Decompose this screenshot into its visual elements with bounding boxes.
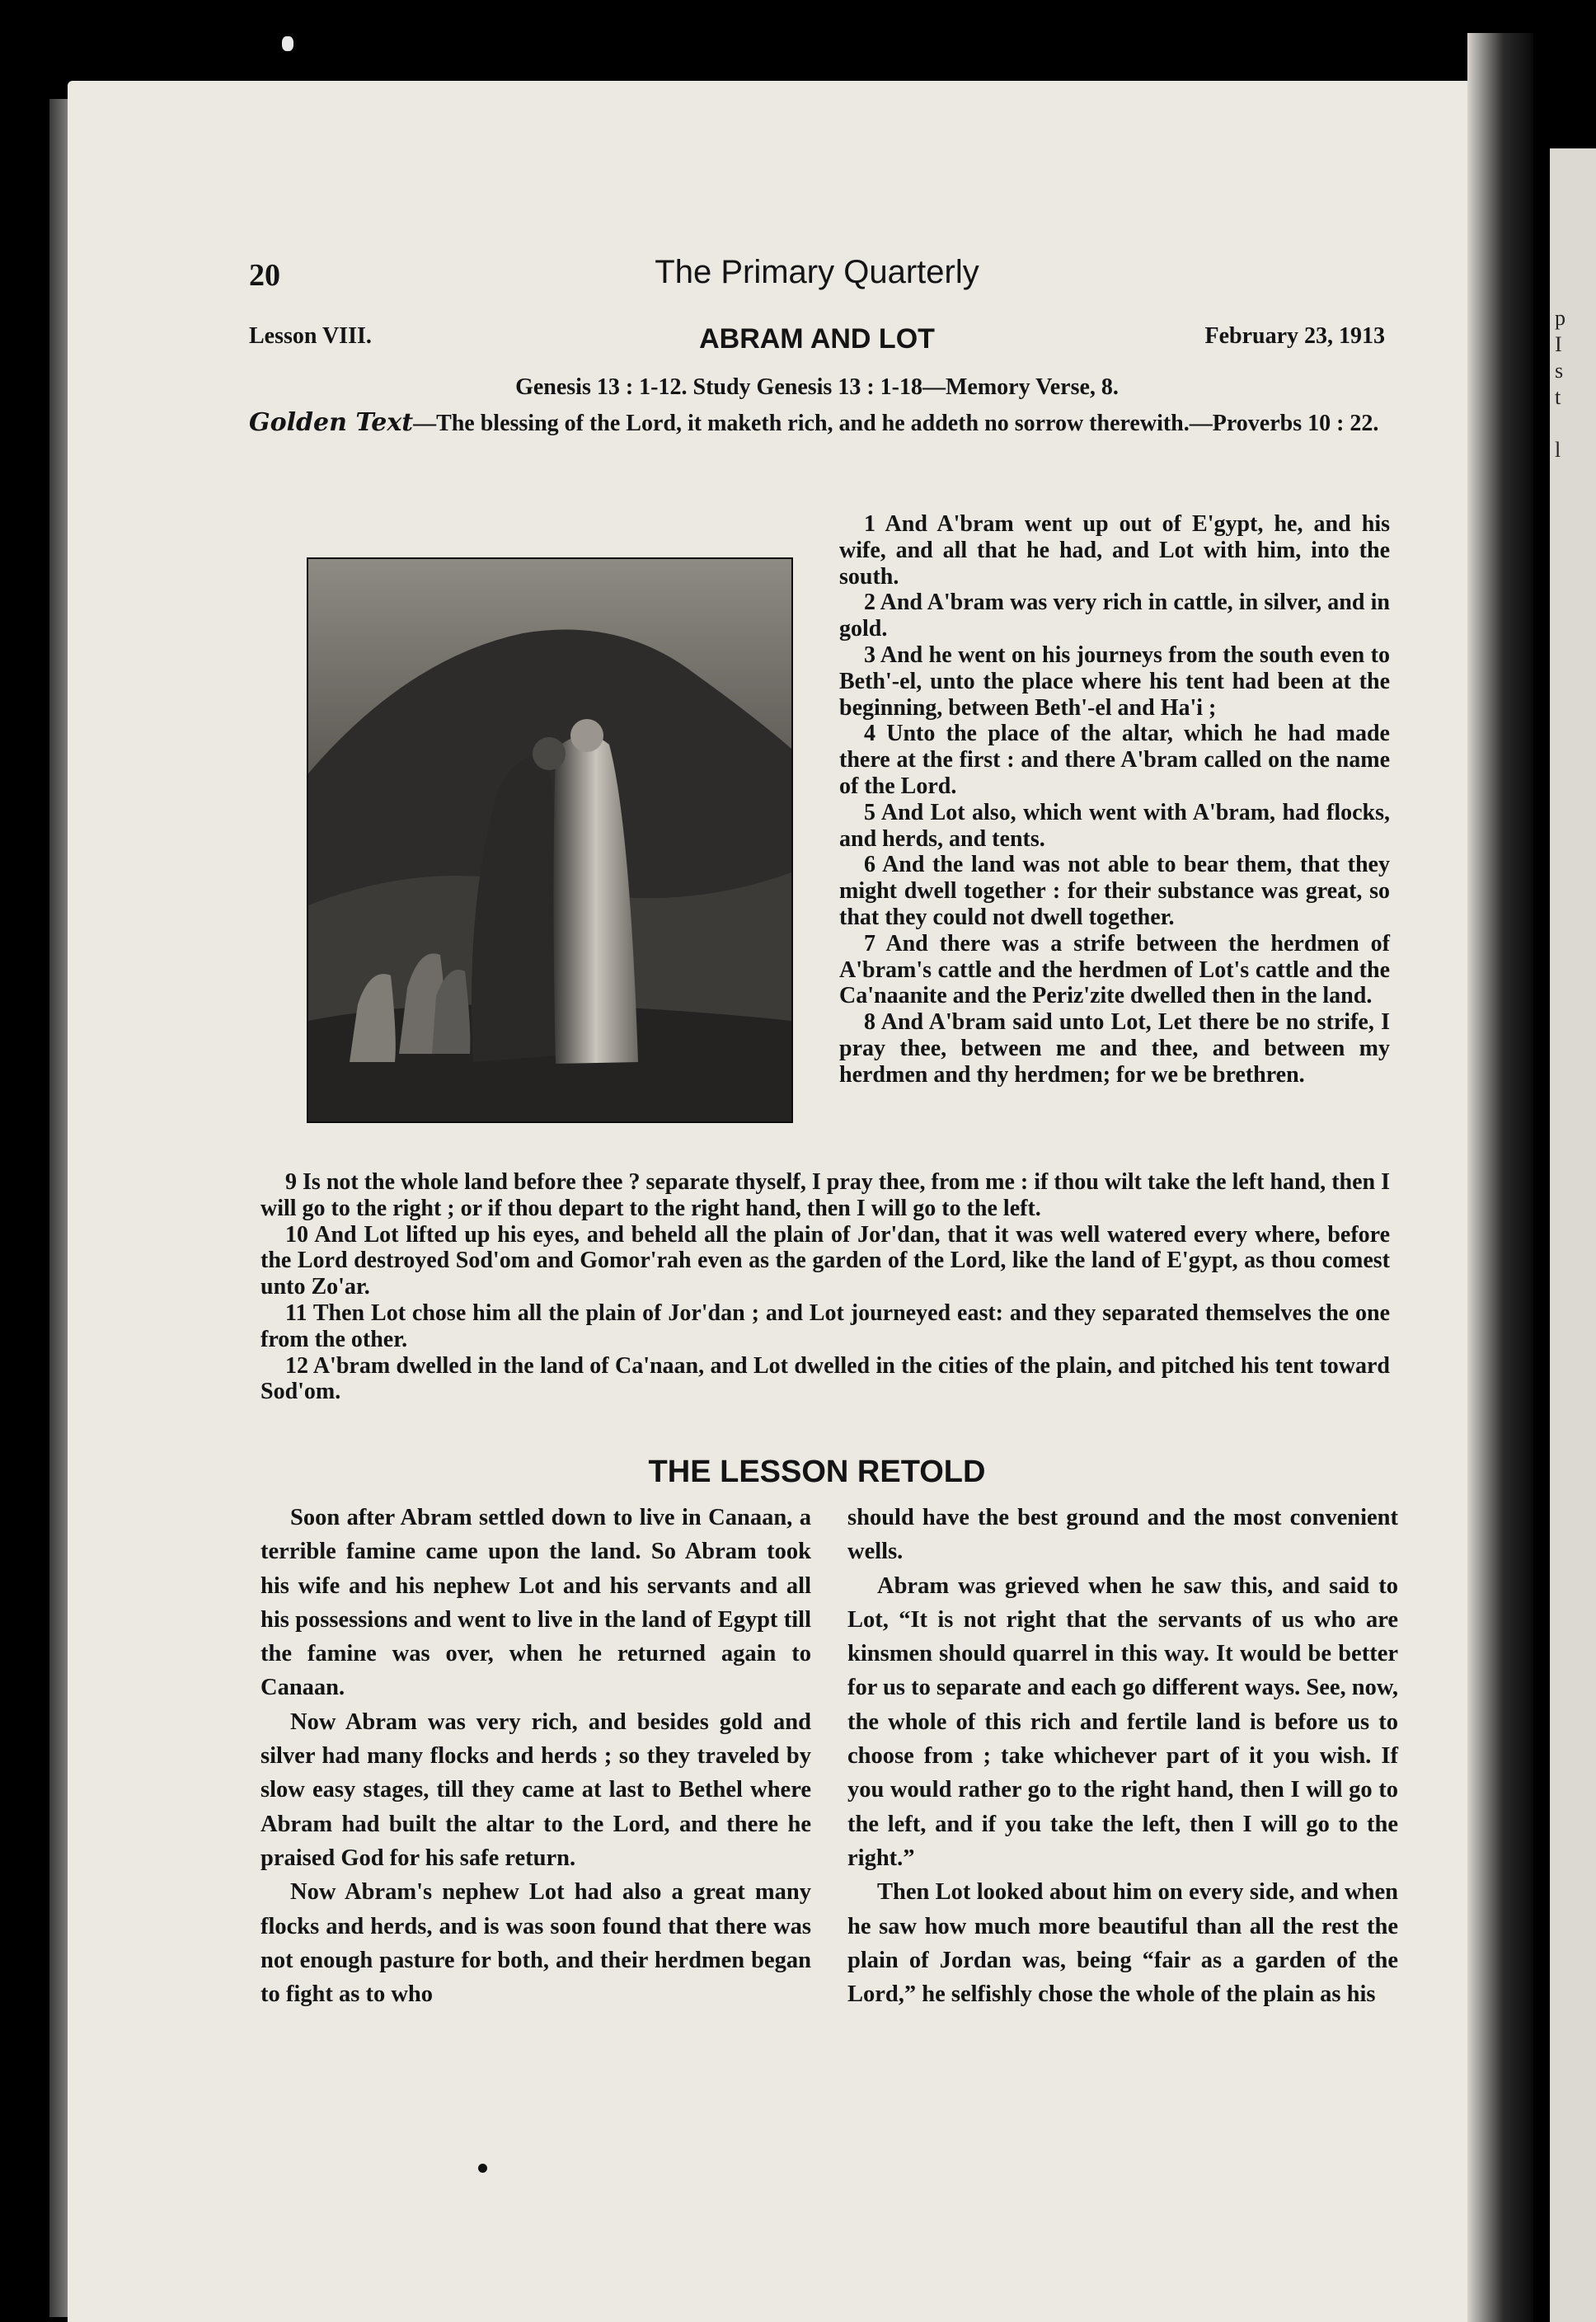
verse: 6 And the land was not able to bear them, that they might dwell together : for their substance was great, so that they could not dwell together. xyxy=(839,852,1390,930)
running-title: The Primary Quarterly xyxy=(655,254,979,290)
verse: 11 Then Lot chose him all the plain of Jor'dan ; and Lot journeyed east: and they separated themselves the one from the other. xyxy=(261,1300,1390,1352)
verse: 2 And A'bram was very rich in cattle, in silver, and in gold. xyxy=(839,590,1390,642)
scripture-verses-1-8 xyxy=(839,511,1390,1088)
scripture-verses-9-12 xyxy=(261,1169,1390,1405)
verse: 3 And he went on his journeys from the south even to Beth'-el, unto the place where his tent had been at the beginning, between Beth'-el and Ha'i ; xyxy=(839,642,1390,721)
lesson-date: February 23, 1913 xyxy=(1204,323,1385,349)
scripture-reference: Genesis 13 : 1-12. Study Genesis 13 : 1-18—Memory Verse, 8. xyxy=(515,374,1119,400)
verse: 9 Is not the whole land before thee ? separate thyself, I pray thee, from me : if thou wilt take the left hand, then I will go to the right ; or if thou depart to the right hand, then I will go to the left. xyxy=(261,1169,1390,1221)
facing-page-fragment: p I s t l xyxy=(1555,306,1565,462)
paragraph: Then Lot looked about him on every side, and when he saw how much more beautiful than all the rest the plain of Jordan was, being “fair as a garden of the Lord,” he selfishly chose the whole of the plain as his xyxy=(847,1879,1398,2008)
verse: 4 Unto the place of the altar, which he had made there at the first : and there A'bram called on the name of the Lord. xyxy=(839,721,1390,799)
verse: 5 And Lot also, which went with A'bram, had flocks, and herds, and tents. xyxy=(839,799,1390,852)
verse: 12 A'bram dwelled in the land of Ca'naan, and Lot dwelled in the cities of the plain, and pitched his tent toward Sod'om. xyxy=(261,1352,1390,1405)
lesson-header xyxy=(249,323,1385,360)
running-head xyxy=(249,254,1385,295)
illustration-svg xyxy=(308,559,791,1121)
verse: 10 And Lot lifted up his eyes, and beheld all the plain of Jor'dan, that it was well watered every where, before the Lord destroyed Sod'om and Gomor'rah even as the garden of the Lord, like the land of E'gypt, as thou comest unto Zo'ar. xyxy=(261,1221,1390,1300)
verse: 8 And A'bram said unto Lot, Let there be no strife, I pray thee, between me and thee, and between my herdmen and thy herdmen; for we be brethren. xyxy=(839,1009,1390,1088)
lesson-number: Lesson VIII. xyxy=(249,323,372,349)
illustration-abram-and-lot xyxy=(307,557,793,1123)
golden-text-label: Golden Text xyxy=(249,408,414,437)
page-number: 20 xyxy=(249,258,280,293)
paragraph: Now Abram's nephew Lot had also a great many flocks and herds, and is was soon found that there was not enough pasture for both, and their herdmen began to fight as to who xyxy=(261,1879,811,2008)
retold-right-column xyxy=(847,1501,1398,2011)
golden-text-body: —The blessing of the Lord, it maketh rich, and he addeth no sorrow therewith.—Proverbs 10 : 22. xyxy=(413,411,1379,436)
section-heading: THE LESSON RETOLD xyxy=(648,1455,986,1489)
paragraph: Abram was grieved when he saw this, and said to Lot, “It is not right that the servants of us who are kinsmen should quarrel in this way. It would be better for us to separate and each go different ways. See, now, the whole of this rich and fertile land is before us to choose from ; take whichever part of it you wish. If you would rather go to the right hand, then I will go to the left, and if you take the left, then I will go to the right.” xyxy=(847,1572,1398,1871)
scan-speck xyxy=(282,36,293,51)
ink-dot xyxy=(478,2164,487,2173)
binding-shadow xyxy=(1467,33,1533,2322)
facing-page xyxy=(1550,148,1596,2322)
golden-text xyxy=(249,409,1385,438)
paragraph: should have the best ground and the most convenient wells. xyxy=(847,1505,1398,1565)
verse: 7 And there was a strife between the herdmen of A'bram's cattle and the herdmen of Lot's cattle and the Ca'naanite and the Periz'zite dwelled then in the land. xyxy=(839,930,1390,1009)
paragraph: Soon after Abram settled down to live in Canaan, a terrible famine came upon the land. So Abram took his wife and his nephew Lot and his servants and all his possessions and went to live in the land of Egypt till the famine was over, when he returned again to Canaan. xyxy=(261,1505,811,1701)
verse: 1 And A'bram went up out of E'gypt, he, and his wife, and all that he had, and Lot with him, into the south. xyxy=(839,511,1390,590)
retold-left-column xyxy=(261,1501,811,2011)
paragraph: Now Abram was very rich, and besides gold and silver had many flocks and herds ; so they traveled by slow easy stages, till they came at last to Bethel where Abram had built the altar to the Lord, and there he praised God for his safe return. xyxy=(261,1709,811,1871)
lesson-title: ABRAM AND LOT xyxy=(699,323,935,355)
